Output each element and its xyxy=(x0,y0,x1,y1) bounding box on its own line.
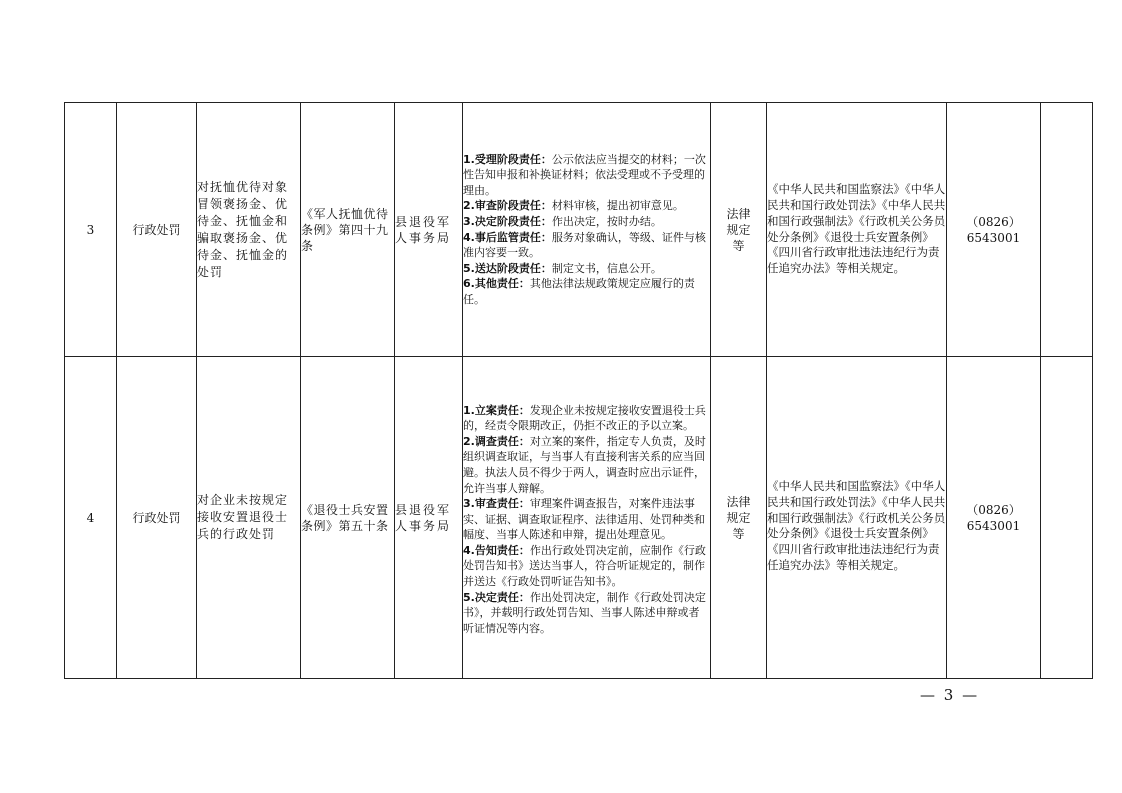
phone-area-code: （0826） xyxy=(966,214,1021,229)
enforcement-subject: 县退役军人事务局 xyxy=(395,103,463,357)
row-number: 3 xyxy=(65,103,117,357)
contact-phone xyxy=(947,357,1041,679)
accountability-cell xyxy=(711,357,767,679)
responsibility-title: 1.立案责任： xyxy=(463,403,530,417)
duty-line: 等 xyxy=(732,526,745,541)
responsibility-title: 2.审查阶段责任： xyxy=(463,199,552,213)
power-list-table xyxy=(64,102,1093,679)
row-number: 4 xyxy=(65,357,117,679)
duty-line: 规定 xyxy=(726,510,751,525)
responsibility-title: 1.受理阶段责任： xyxy=(463,152,552,166)
responsibility-item xyxy=(463,198,710,214)
power-item-name: 对企业未按规定接收安置退役士兵的行政处罚 xyxy=(197,357,301,679)
accountability-law: 《中华人民共和国监察法》《中华人民共和国行政处罚法》《中华人民共和国行政强制法》《行政机关公务员处分条例》《退役士兵安置条例》《四川省行政审批违法违纪行为责任追究办法》等相关规定。 xyxy=(767,357,947,679)
duty-line: 等 xyxy=(732,238,745,253)
power-type: 行政处罚 xyxy=(117,103,197,357)
responsibility-text: 作出行政处罚决定前，应制作《行政处罚告知书》送达当事人，符合听证规定的，制作并送达《行政处罚听证告知书》。 xyxy=(463,543,706,589)
responsibility-text: 审理案件调查报告，对案件违法事实、证据、调查取证程序、法律适用、处罚种类和幅度、当事人陈述和申辩，提出处理意见。 xyxy=(463,497,705,542)
page-number: — 3 — xyxy=(920,686,980,704)
responsibility-title: 5.决定责任： xyxy=(463,590,530,604)
responsibility-items xyxy=(463,103,711,357)
accountability-cell xyxy=(711,103,767,357)
responsibility-items xyxy=(463,357,711,679)
table-row xyxy=(65,357,1093,679)
responsibility-item xyxy=(463,590,710,637)
responsibility-title: 6.其他责任： xyxy=(463,277,530,291)
responsibility-item xyxy=(463,403,710,434)
duty-line: 法律 xyxy=(726,494,751,509)
responsibility-text: 服务对象确认，等级、证件与核准内容要一致。 xyxy=(463,230,706,260)
responsibility-item xyxy=(463,230,710,261)
duty-line: 规定 xyxy=(726,222,751,237)
remarks-cell xyxy=(1041,103,1093,357)
responsibility-item xyxy=(463,261,710,277)
power-type: 行政处罚 xyxy=(117,357,197,679)
phone-number: 6543001 xyxy=(966,518,1021,533)
responsibility-title: 5.送达阶段责任： xyxy=(463,261,552,275)
responsibility-item xyxy=(463,434,710,496)
responsibility-text: 对立案的案件，指定专人负责，及时组织调查取证，与当事人有直接利害关系的应当回避。执法人员不得少于两人，调查时应出示证件，允许当事人辩解。 xyxy=(463,434,706,495)
responsibility-text: 制定文书，信息公开。 xyxy=(551,261,662,275)
responsibility-item xyxy=(463,276,710,307)
responsibility-title: 2.调查责任： xyxy=(463,434,530,448)
enforcement-subject: 县退役军人事务局 xyxy=(395,357,463,679)
power-item-name: 对抚恤优待对象冒领褒扬金、优待金、抚恤金和骗取褒扬金、优待金、抚恤金的处罚 xyxy=(197,103,301,357)
responsibility-text: 作出处罚决定，制作《行政处罚决定书》，并载明行政处罚告知、当事人陈述申辩或者听证情况等内容。 xyxy=(463,590,706,635)
remarks-cell xyxy=(1041,357,1093,679)
responsibility-item xyxy=(463,152,710,199)
responsibility-text: 公示依法应当提交的材料；一次性告知申报和补换证材料；依法受理或不予受理的理由。 xyxy=(463,152,706,197)
duty-line: 法律 xyxy=(726,206,751,221)
responsibility-item xyxy=(463,543,710,590)
legal-basis: 《军人抚恤优待条例》第四十九条 xyxy=(301,103,395,357)
responsibility-text: 材料审核，提出初审意见。 xyxy=(551,199,684,213)
responsibility-text: 作出决定，按时办结。 xyxy=(551,214,662,228)
responsibility-item xyxy=(463,214,710,230)
responsibility-text: 其他法律法规政策规定应履行的责任。 xyxy=(463,277,695,306)
responsibility-text: 发现企业未按规定接收安置退役士兵的，经责令限期改正，仍拒不改正的予以立案。 xyxy=(463,403,706,433)
responsibility-title: 3.决定阶段责任： xyxy=(463,214,552,228)
phone-number: 6543001 xyxy=(966,230,1021,245)
phone-area-code: （0826） xyxy=(966,502,1021,517)
table-row xyxy=(65,103,1093,357)
contact-phone xyxy=(947,103,1041,357)
responsibility-title: 4.告知责任： xyxy=(463,543,530,557)
legal-basis: 《退役士兵安置条例》第五十条 xyxy=(301,357,395,679)
responsibility-title: 4.事后监管责任： xyxy=(463,230,552,244)
responsibility-item xyxy=(463,496,710,543)
accountability-law: 《中华人民共和国监察法》《中华人民共和国行政处罚法》《中华人民共和国行政强制法》《行政机关公务员处分条例》《退役士兵安置条例》《四川省行政审批违法违纪行为责任追究办法》等相关规定。 xyxy=(767,103,947,357)
responsibility-title: 3.审查责任： xyxy=(463,497,530,511)
